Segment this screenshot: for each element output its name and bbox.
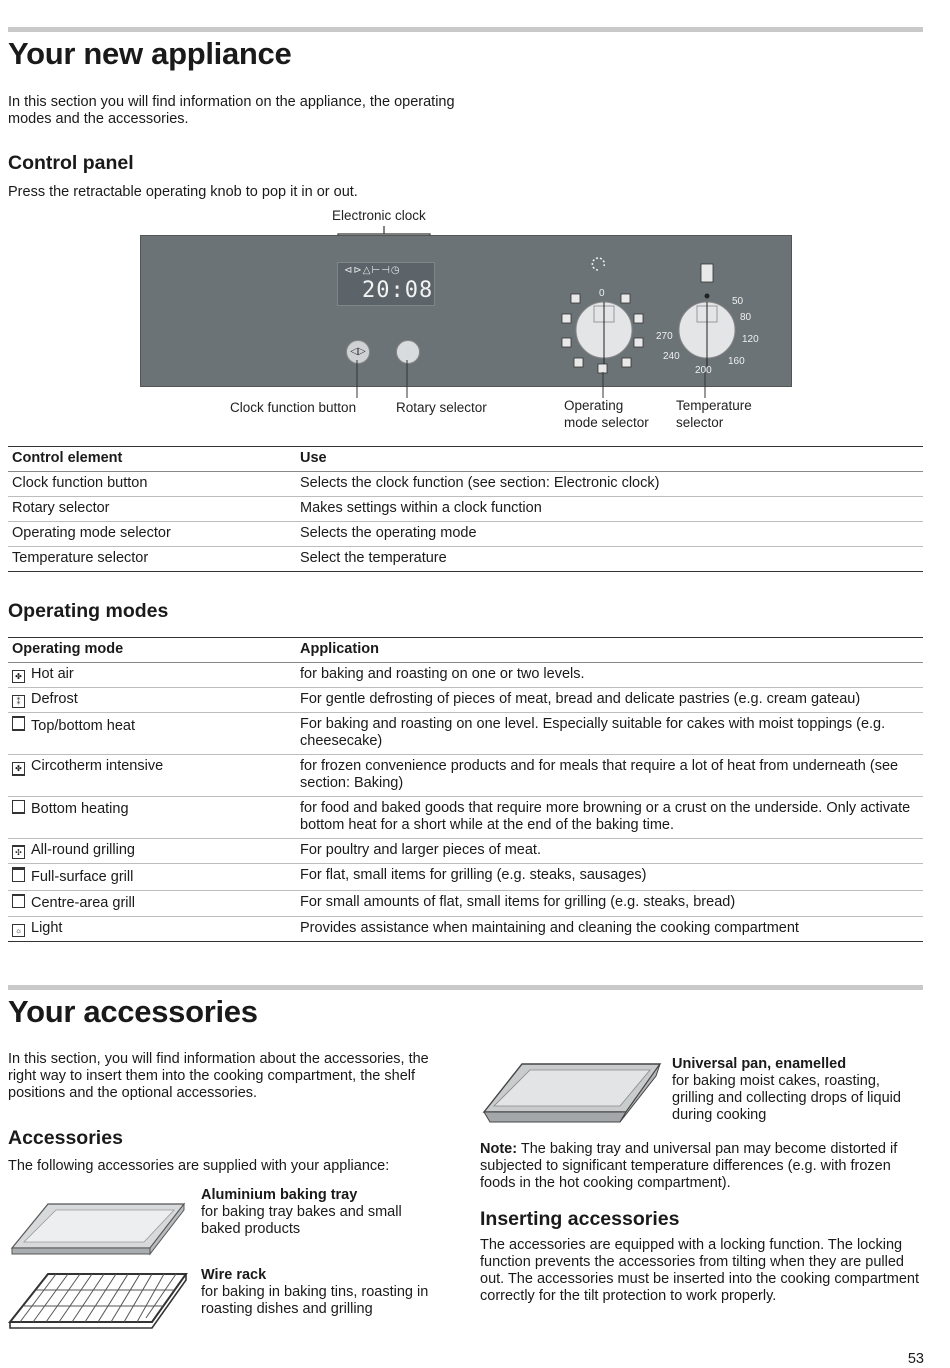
table-row: Rotary selector Makes settings within a clock function [8, 497, 923, 522]
accessory-name: Universal pan, enamelled [672, 1056, 847, 1072]
accessory-desc: for baking moist cakes, roasting, grilling and collecting drops of liquid during cooking [672, 1073, 901, 1123]
note-label: Note: [480, 1141, 518, 1157]
temp-label-120: 120 [742, 334, 759, 345]
hot-air-icon: ✤ [12, 670, 25, 683]
centre-area-grill-icon [12, 894, 25, 908]
all-round-grilling-icon: ✣ [12, 845, 25, 859]
table-row: ☼ Light Provides assistance when maintaining and cleaning the cooking compartment [8, 917, 923, 942]
table-row: Temperature selector Select the temperature [8, 547, 923, 572]
temp-label-160: 160 [728, 356, 745, 367]
inserting-accessories-heading: Inserting accessories [480, 1208, 680, 1230]
operating-modes-table [8, 637, 923, 942]
electronic-clock-label: Electronic clock [332, 208, 426, 223]
table-header: Application [296, 638, 923, 663]
inserting-accessories-text: The accessories are equipped with a locking function. The locking function prevents the accessories from tilting when they are pulled out. The accessories must be inserted into the cooking compartment correctly for the tilt protection to work properly. [480, 1237, 919, 1304]
accessory-desc: for baking in baking tins, roasting in roasting dishes and grilling [201, 1284, 429, 1317]
temp-label-240: 240 [663, 351, 680, 362]
table-row: ✤ Hot air for baking and roasting on one or two levels. [8, 663, 923, 688]
bottom-heating-icon [12, 800, 25, 814]
baking-tray-image [8, 1196, 188, 1262]
control-panel-heading: Control panel [8, 152, 134, 174]
table-row: ✣ All-round grilling For poultry and larger pieces of meat. [8, 839, 923, 864]
page-number: 53 [907, 1351, 924, 1367]
table-header: Operating mode [8, 638, 296, 663]
accessory-name: Wire rack [201, 1267, 267, 1283]
accessory-desc: for baking tray bakes and small baked products [201, 1204, 402, 1237]
accessory-name: Aluminium baking tray [201, 1187, 358, 1203]
temp-label-80: 80 [740, 312, 752, 323]
full-surface-grill-icon [12, 867, 25, 882]
rotary-selector-label: Rotary selector [396, 400, 487, 415]
operating-modes-heading: Operating modes [8, 600, 169, 622]
accessories-heading: Accessories [8, 1127, 123, 1149]
light-icon: ☼ [12, 924, 25, 937]
table-row: ⁑ Defrost For gentle defrosting of pieces of meat, bread and delicate pastries (e.g. cream gateau) [8, 688, 923, 713]
appliance-intro: In this section you will find information on the appliance, the operating modes and the accessories. [8, 94, 455, 127]
defrost-icon: ⁑ [12, 695, 25, 708]
accessories-supplied-intro: The following accessories are supplied with your appliance: [8, 1158, 390, 1174]
clock-time: 20:08 [362, 278, 434, 303]
mode-knob-zero-label: 0 [599, 288, 605, 299]
table-row: Full-surface grill For flat, small items for grilling (e.g. steaks, sausages) [8, 864, 923, 891]
page-title: Your new appliance [8, 36, 292, 71]
temp-label-200: 200 [695, 365, 712, 376]
note-paragraph [480, 1141, 925, 1192]
clock-symbols-icon: ⊲⊳△⊢⊣◷ [344, 265, 401, 276]
clock-function-button[interactable]: ◁▷ [346, 340, 370, 364]
temp-label-270: 270 [656, 331, 673, 342]
table-row: Bottom heating for food and baked goods that require more browning or a crust on the underside. Only activate bottom heat for a short while at the end of the baking time. [8, 797, 923, 839]
control-element-table [8, 446, 923, 572]
accessories-intro: In this section, you will find information about the accessories, the right way to insert them into the cooking compartment, the shelf positions and the optional accessories. [8, 1051, 429, 1101]
table-row: ✤ Circotherm intensive for frozen convenience products and for meals that require a lot of heat from underneath (see section: Baking) [8, 755, 923, 797]
clock-function-button-label: Clock function button [230, 400, 357, 415]
accessories-title: Your accessories [8, 994, 258, 1029]
operating-mode-selector-label: Operating mode selector [564, 398, 649, 430]
top-bottom-heat-icon [12, 716, 25, 731]
temp-label-50: 50 [732, 296, 744, 307]
note-text: The baking tray and universal pan may become distorted if subjected to significant temperature differences (e.g. with frozen foods in the hot cooking compartment). [480, 1141, 898, 1191]
table-row: Operating mode selector Selects the operating mode [8, 522, 923, 547]
table-row: Clock function button Selects the clock function (see section: Electronic clock) [8, 472, 923, 497]
table-row: Centre-area grill For small amounts of flat, small items for grilling (e.g. steaks, bread) [8, 891, 923, 917]
section-rule [8, 985, 923, 990]
table-header: Control element [8, 447, 296, 472]
wire-rack-image [6, 1268, 192, 1338]
circotherm-intensive-icon: ✤ [12, 762, 25, 776]
temperature-selector-label: Temperature selector [676, 398, 752, 430]
universal-pan-image [480, 1058, 664, 1130]
table-header: Use [296, 447, 923, 472]
table-row: Top/bottom heat For baking and roasting on one level. Especially suitable for cakes with moist toppings (e.g. cheesecake) [8, 713, 923, 755]
control-panel-intro: Press the retractable operating knob to pop it in or out. [8, 184, 358, 200]
callout-leader-lines [0, 0, 950, 410]
